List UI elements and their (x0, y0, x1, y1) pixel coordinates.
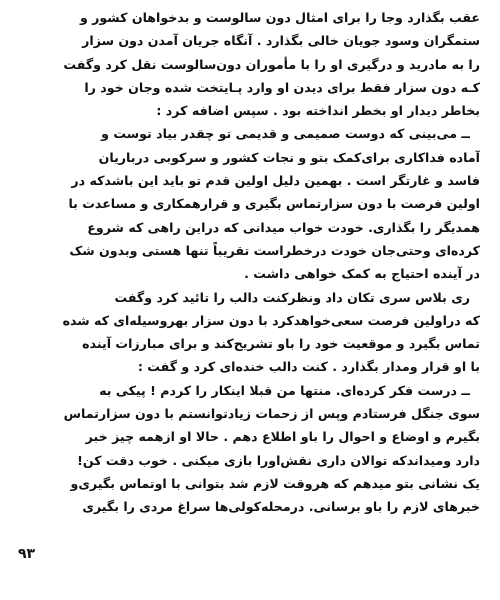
text-line: اولین فرصت با دون سزارتماس بگیری و قرارهمکاری و مساعدت با (68, 196, 480, 212)
text-line: در آینده احتیاج به کمک خواهی داشت . (244, 266, 480, 282)
text-line: دارد ومیداندکه تو‌الان داری نقش‌اورا بازی میکنی . خوب دقت کن! (77, 452, 480, 468)
page-number: ۹۳ (18, 546, 36, 562)
text-line: ــ درست فکر کرده‌ای. منتها من قبلا اینکار را کردم ! پیکی به (99, 382, 470, 398)
text-line: سوی جنگل فرستادم وپس از زحمات زیادتوانستم با دون سزارتماس (63, 406, 480, 422)
text-line: کـه دون سزار فقط برای دیدن او وارد پـایتخت شده وجان خود را (84, 79, 480, 95)
text-line: آماده فداکاری برای‌کمک بتو و نجات کشور و سرکوبی درباریان (98, 149, 480, 165)
text-line: ــ می‌بینی که دوست صمیمی و قدیمی تو چقدر بیاد توست و (101, 126, 470, 142)
text-line: فاسد و غارتگر است . بهمین دلیل اولین قدم تو باید این باشدکه در (71, 173, 480, 189)
body-text (18, 6, 480, 519)
text-line: کرده‌ای وحتی‌جان خودت درخطراست تقریباً تنها هستی وبدون شک (69, 242, 480, 258)
text-line: همدیگر را بگذاری. خودت خواب میدانی که دراین راهی که شروع (87, 219, 480, 235)
text-line: که دراولین فرصت سعی‌خواهدکرد با دون سزار بهروسیله‌ای که شده (62, 312, 480, 328)
text-line: تماس بگیرد و موقعیت خود را باو تشریح‌کند و برای مبارزات آینده (82, 336, 480, 352)
text-line: بگیرم و اوضاع و احوال را باو اطلاع دهم . حالا او ازهمه چیز خبر (85, 429, 480, 445)
text-line: را به مادرید و درگیری او را با مأموران دون‌سالوست نقل کرد وگفت (63, 56, 480, 72)
text-line: ری بلاس سری تکان داد ونظرکنت دالب را تائید کرد وگفت (114, 289, 470, 305)
text-line: خبرهای لازم را باو برسانی. درمحله‌کولی‌ها سراغ مردی را بگیری (82, 499, 480, 515)
text-line: ستمگران وسود جویان خالی بگذارد . آنگاه جریان آمدن دون سزار (82, 33, 480, 49)
text-line: یک نشانی بتو میدهم که هروقت لازم شد بتوانی با اوتماس بگیری‌و (70, 475, 480, 491)
text-line: عقب بگذارد وجا را برای امثال دون سالوست و بدخواهان کشور و (79, 10, 480, 25)
text-line: با او قرار ومدار بگذارد . کنت دالب خنده‌ای کرد و گفت : (137, 359, 480, 375)
text-line: بخاطر دیدار او بخطر انداخته بود . سپس اضافه کرد : (156, 103, 480, 119)
